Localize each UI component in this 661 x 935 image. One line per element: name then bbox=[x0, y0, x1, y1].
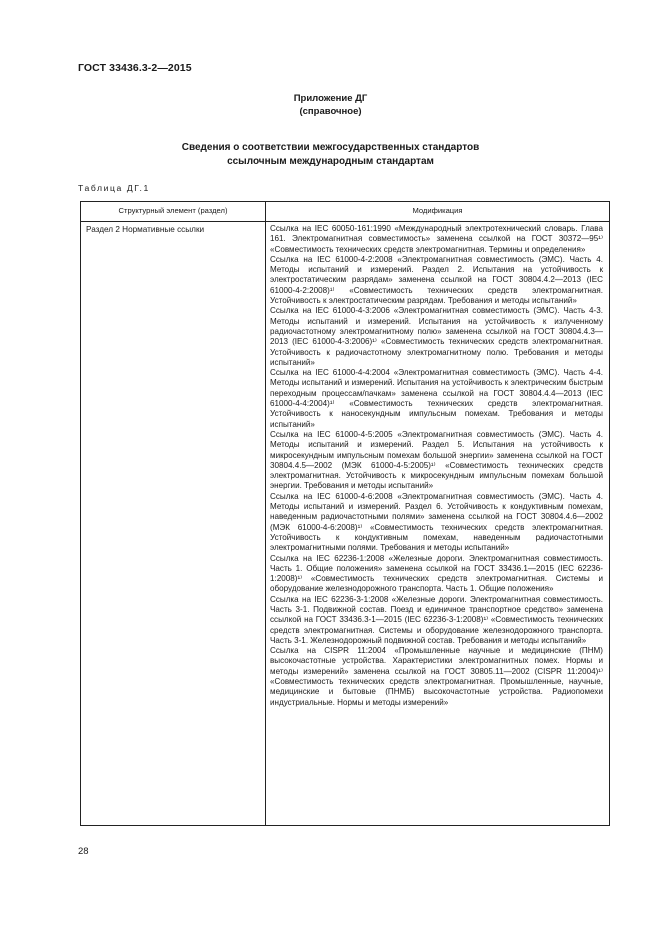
modification-paragraph: Ссылка на IEC 61000-4-5:2005 «Электромагнитная совместимость (ЭМС). Часть 4. Методы испытаний и измерений. Раздел 5. Испытания на устойчивость к микросекундным импульсным помехам большой энергии» заменена ссылкой на ГОСТ 30804.4.5—2002 (МЭК 61000-4-5:2005)¹⁾ «Совместимость технических средств электромагнитная. Устойчивость к микросекундным импульсным помехам большой энергии. Требования и методы испытаний» bbox=[270, 429, 603, 491]
section-title-line-2: ссылочным международным стандартам bbox=[227, 156, 434, 167]
table-label: Таблица ДГ.1 bbox=[78, 183, 150, 193]
modification-paragraph: Ссылка на IEC 61000-4-4:2004 «Электромагнитная совместимость (ЭМС). Часть 4-4. Методы испытаний и измерений. Испытания на устойчивость к электрическим быстрым переходным процессам/пачкам» заменена ссылкой на ГОСТ 30804.4.4—2013 (IEC 61000-4-4:2004)¹⁾ «Совместимость технических средств электромагнитная. Устойчивость к наносекундным импульсным помехам. Требования и методы испытаний» bbox=[270, 368, 603, 429]
modification-paragraph: Ссылка на CISPR 11:2004 «Промышленные научные и медицинские (ПНМ) высокочастотные устройства. Характеристики электромагнитных помех. Нормы и методы измерений» заменена ссылкой на ГОСТ 30805.11—2002 (CISPR 11:2004)¹⁾ «Совместимость технических средств электромагнитная. Промышленные, научные, медицинские и бытовые (ПНМБ) высокочастотные устройства. Радиопомехи индустриальные. Нормы и методы измерений» bbox=[270, 646, 603, 707]
modification-paragraph: Ссылка на IEC 60050-161:1990 «Международный электротехнический словарь. Глава 161. Электромагнитная совместимость» заменена ссылкой на ГОСТ 30372—95¹⁾ «Совместимость технических средств электромагнитная. Термины и определения» bbox=[270, 224, 603, 254]
section-title-line-1: Сведения о соответствии межгосударственных стандартов bbox=[181, 142, 480, 153]
annex-subtitle: (справочное) bbox=[299, 106, 362, 117]
document-code: ГОСТ 33436.3-2—2015 bbox=[78, 62, 192, 74]
modification-paragraph: Ссылка на IEC 61000-4-2:2008 «Электромагнитная совместимость (ЭМС). Часть 4. Методы испытаний и измерений. Раздел 2. Испытания на устойчивость к электростатическим разрядам» заменена ссылкой на ГОСТ 30804.4.2—2013 (IEC 61000-4-2:2008)¹⁾ «Совместимость технических средств электромагнитная. Устойчивость к электростатическим разрядам. Требования и методы испытаний» bbox=[270, 254, 603, 306]
annex-title: Приложение ДГ bbox=[293, 93, 368, 104]
modification-paragraph: Ссылка на IEC 62236-1:2008 «Железные дороги. Электромагнитная совместимость. Часть 1. Общие положения» заменена ссылкой на ГОСТ 33436.1—2015 (IEC 62236-1:2008)¹⁾ «Совместимость технических средств электромагнитная. Системы и оборудование железнодорожного транспорта. Часть 1. Общие положения» bbox=[270, 553, 603, 594]
table-row-element: Раздел 2 Нормативные ссылки bbox=[86, 225, 205, 234]
column-divider bbox=[265, 202, 266, 825]
page-number: 28 bbox=[78, 846, 89, 857]
table-row-modification bbox=[270, 224, 603, 708]
modification-paragraph: Ссылка на IEC 62236-3-1:2008 «Железные дороги. Электромагнитная совместимость. Часть 3-1. Подвижной состав. Поезд и единичное транспортное средство» заменена ссылкой на ГОСТ 33436.3-1—2015 (IEC 62236-3-1:2008)¹⁾ «Совместимость технических средств электромагнитная. Системы и оборудование железнодорожного транспорта. Часть 3-1. Железнодорожный подвижной состав. Требования и методы испытаний» bbox=[270, 594, 603, 645]
header-modification: Модификация bbox=[412, 206, 463, 215]
header-structural-element: Структурный элемент (раздел) bbox=[118, 206, 228, 215]
header-divider bbox=[81, 221, 609, 222]
correspondence-table bbox=[80, 201, 610, 826]
modification-paragraph: Ссылка на IEC 61000-4-6:2008 «Электромагнитная совместимость (ЭМС). Часть 4. Методы испытаний и измерений. Раздел 6. Устойчивость к кондуктивным помехам, наведенным радиочастотными полями» заменена ссылкой на ГОСТ 30804.4.6—2002 (МЭК 61000-4-6:2008)¹⁾ «Совместимость технических средств электромагнитная. Устойчивость к кондуктивным помехам, наведенным радиочастотными электромагнитными полями. Требования и методы испытаний» bbox=[270, 491, 603, 553]
modification-paragraph: Ссылка на IEC 61000-4-3:2006 «Электромагнитная совместимость (ЭМС). Часть 4-3. Методы испытаний и измерений. Испытания на устойчивость к излученному радиочастотному электромагнитному полю» заменена ссылкой на ГОСТ 30804.4.3—2013 (IEC 61000-4-3:2006)¹⁾ «Совместимость технических средств электромагнитная. Устойчивость к радиочастотному электромагнитному полю. Требования и методы испытаний» bbox=[270, 306, 603, 367]
